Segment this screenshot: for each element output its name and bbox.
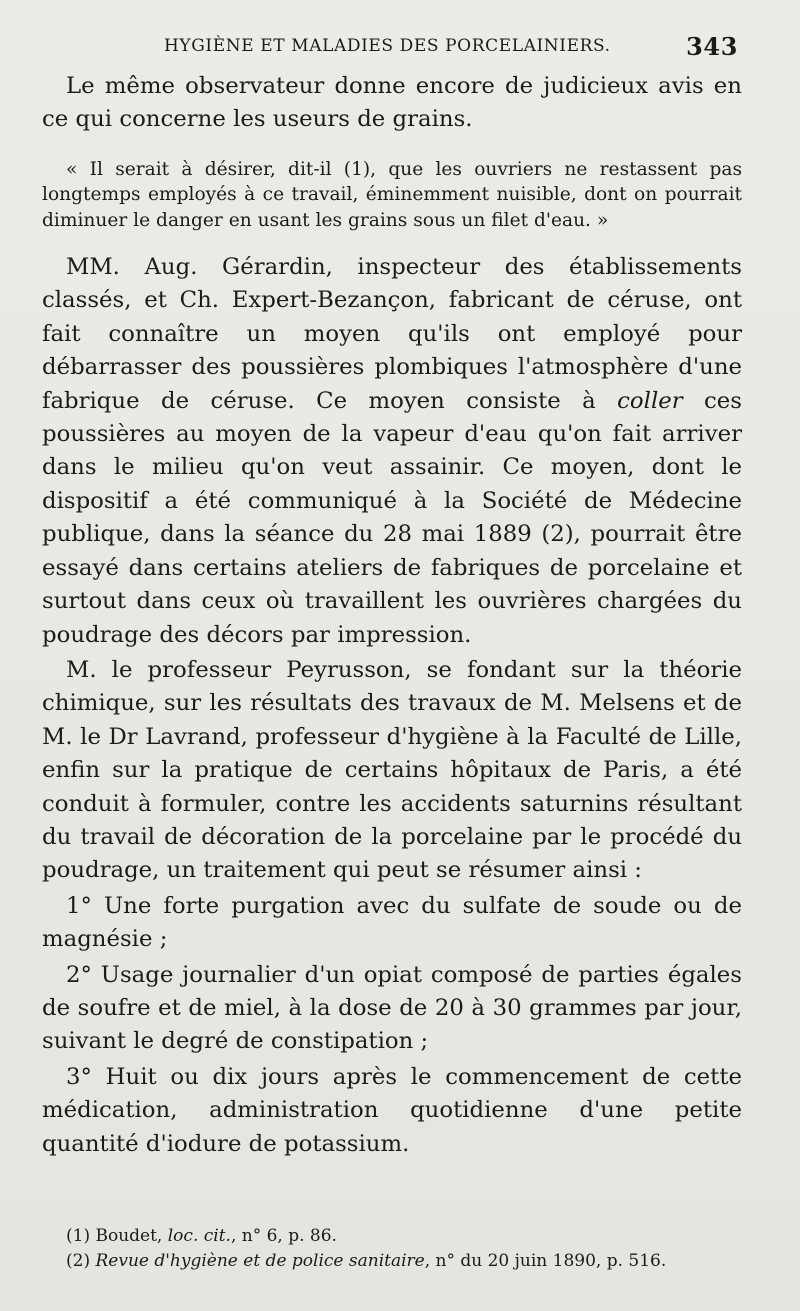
- paragraph-observer: Le même observateur donne encore de judicieux avis en ce qui concerne les useurs de grains.: [42, 73, 742, 133]
- footnote-2-emphasis: Revue d'hygiène et de police sanitaire: [95, 1251, 425, 1271]
- footnote-2-part1: (2): [66, 1251, 96, 1271]
- page-body: [42, 70, 742, 1161]
- list-item-2: 2° Usage journalier d'un opiat composé de parties égales de soufre et de miel, à la dose de 20 à 30 grammes par jour, suivant le degré de constipation ;: [42, 961, 742, 1055]
- running-header: [164, 32, 744, 66]
- running-title: HYGIÈNE ET MALADIES DES PORCELAINIERS.: [164, 36, 611, 56]
- footnote-2-part2: , n° du 20 juin 1890, p. 516.: [424, 1251, 667, 1271]
- footnote-2: [66, 1249, 742, 1274]
- footnote-1-part2: , n° 6, p. 86.: [230, 1226, 337, 1246]
- footnote-1: [66, 1224, 742, 1249]
- footnotes: [66, 1224, 742, 1274]
- paragraph-gerardin-part2: ces poussières au moyen de la vapeur d'eau qu'on fait arriver dans le milieu qu'on veut assainir. Ce moyen, dont le dispositif a été communiqué à la Société de Médecine publique, dans la séance du 28 mai 1889 (2), pourrait être essayé dans certains ateliers de fabriques de porcelaine et surtout dans ceux où travaillent les ouvrières chargées du poudrage des décors par impression.: [42, 387, 742, 648]
- paragraph-peyrusson: M. le professeur Peyrusson, se fondant sur la théorie chimique, sur les résultats des travaux de M. Melsens et de M. le Dr Lavrand, professeur d'hygiène à la Faculté de Lille, enfin sur la pratique de certains hôpitaux de Paris, a été conduit à formuler, contre les accidents saturnins résultant du travail de décoration de la porcelaine par le procédé du poudrage, un traitement qui peut se résumer ainsi :: [42, 656, 742, 884]
- footnote-1-part1: (1) Boudet,: [66, 1226, 168, 1246]
- paragraph-gerardin-part1: MM. Aug. Gérardin, inspecteur des établissements classés, et Ch. Expert-Bezançon, fabricant de céruse, ont fait connaître un moyen qu'ils ont employé pour débarrasser des poussières plombiques l'atmosphère d'une fabrique de céruse. Ce moyen consiste à: [42, 254, 742, 414]
- list-item-3: 3° Huit ou dix jours après le commencement de cette médication, administration quotidienne d'une petite quantité d'iodure de potassium.: [42, 1063, 742, 1157]
- footnote-1-emphasis: loc. cit.: [167, 1226, 231, 1246]
- list-item-1: 1° Une forte purgation avec du sulfate de soude ou de magnésie ;: [42, 892, 742, 953]
- page-number: 343: [686, 32, 738, 61]
- emphasis-coller: coller: [617, 387, 683, 414]
- block-quote: « Il serait à désirer, dit-il (1), que les ouvriers ne restassent pas longtemps employés à ce travail, éminemment nuisible, dont on pourrait diminuer le danger en usant les grains sous un filet d'eau. »: [42, 158, 742, 231]
- paragraph-gerardin: [42, 251, 742, 652]
